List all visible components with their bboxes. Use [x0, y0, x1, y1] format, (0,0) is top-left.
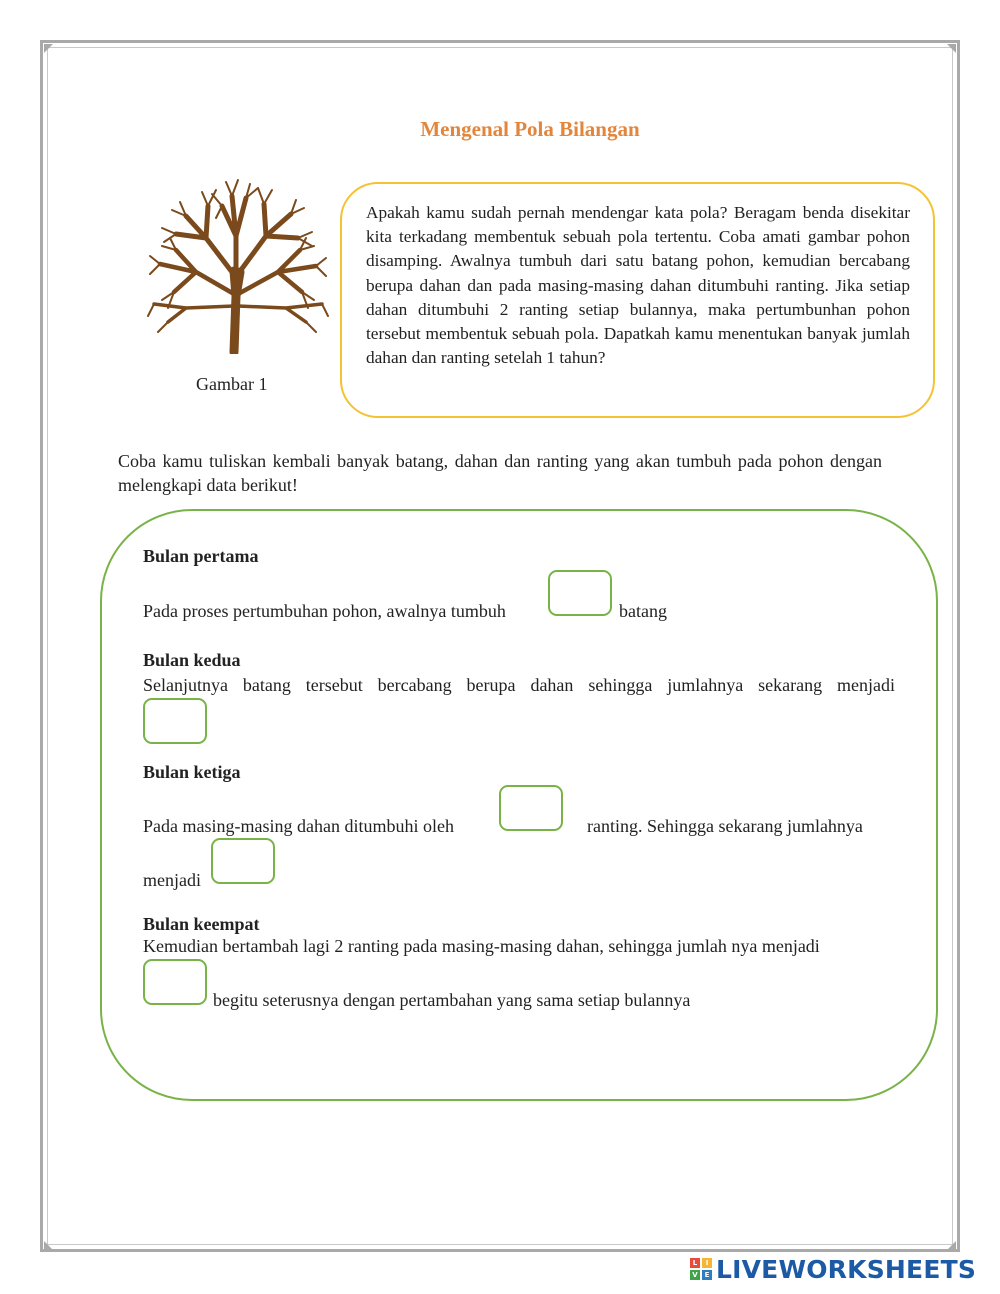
- figure-caption: Gambar 1: [196, 374, 268, 394]
- third-month-text-next: menjadi: [143, 870, 201, 890]
- intro-paragraph: Apakah kamu sudah pernah mendengar kata pola? Beragam benda disekitar kita terkadang membentuk sebuah pola tertentu. Coba amati gambar pohon disamping. Awalnya tumbuh dari satu batang pohon, kemudian bercabang berupa dahan dan pada masing-masing dahan ditumbuhi ranting. Jika setiap dahan ditumbuhi 2 ranting setiap bulannya, maka pertumbunhan pohon tersebut membentuk sebuah pola. Dapatkah kamu menentukan banyak jumlah dahan dan ranting setelah 1 tahun?: [366, 203, 910, 368]
- second-month-text: Selanjutnya batang tersebut bercabang berupa dahan sehingga jumlahnya sekarang menjadi: [143, 675, 895, 695]
- answer-box-third-month-ranting-per-dahan[interactable]: [499, 785, 563, 831]
- fourth-month-text-after: begitu seterusnya dengan pertambahan yang sama setiap bulannya: [213, 990, 691, 1010]
- answer-box-fourth-month-total[interactable]: [143, 959, 207, 1005]
- heading-second-month: Bulan kedua: [143, 650, 241, 670]
- third-month-text-after: ranting. Sehingga sekarang jumlahnya: [587, 816, 863, 836]
- bare-tree-icon: [146, 176, 330, 354]
- heading-fourth-month: Bulan keempat: [143, 914, 260, 934]
- fourth-month-text: Kemudian bertambah lagi 2 ranting pada masing-masing dahan, sehingga jumlah nya menjadi: [143, 936, 820, 956]
- answer-box-second-month-dahan[interactable]: [143, 698, 207, 744]
- answer-box-first-month-batang[interactable]: [548, 570, 612, 616]
- liveworksheets-wordmark: LIVEWORKSHEETS: [716, 1254, 977, 1284]
- instruction-paragraph: Coba kamu tuliskan kembali banyak batang, dahan dan ranting yang akan tumbuh pada pohon dengan melengkapi data berikut!: [118, 451, 882, 495]
- liveworksheets-mark-icon: L I V E: [690, 1258, 712, 1280]
- first-month-unit: batang: [619, 601, 667, 621]
- first-month-text: Pada proses pertumbuhan pohon, awalnya tumbuh: [143, 601, 506, 621]
- third-month-text: Pada masing-masing dahan ditumbuhi oleh: [143, 816, 454, 836]
- heading-third-month: Bulan ketiga: [143, 762, 241, 782]
- page-title: Mengenal Pola Bilangan: [420, 117, 640, 141]
- frame-corner: [947, 1241, 956, 1250]
- frame-corner: [44, 1241, 53, 1250]
- heading-first-month: Bulan pertama: [143, 546, 259, 566]
- frame-corner: [947, 44, 956, 53]
- frame-corner: [44, 44, 53, 53]
- liveworksheets-logo[interactable]: [690, 1254, 976, 1284]
- answer-box-third-month-total[interactable]: [211, 838, 275, 884]
